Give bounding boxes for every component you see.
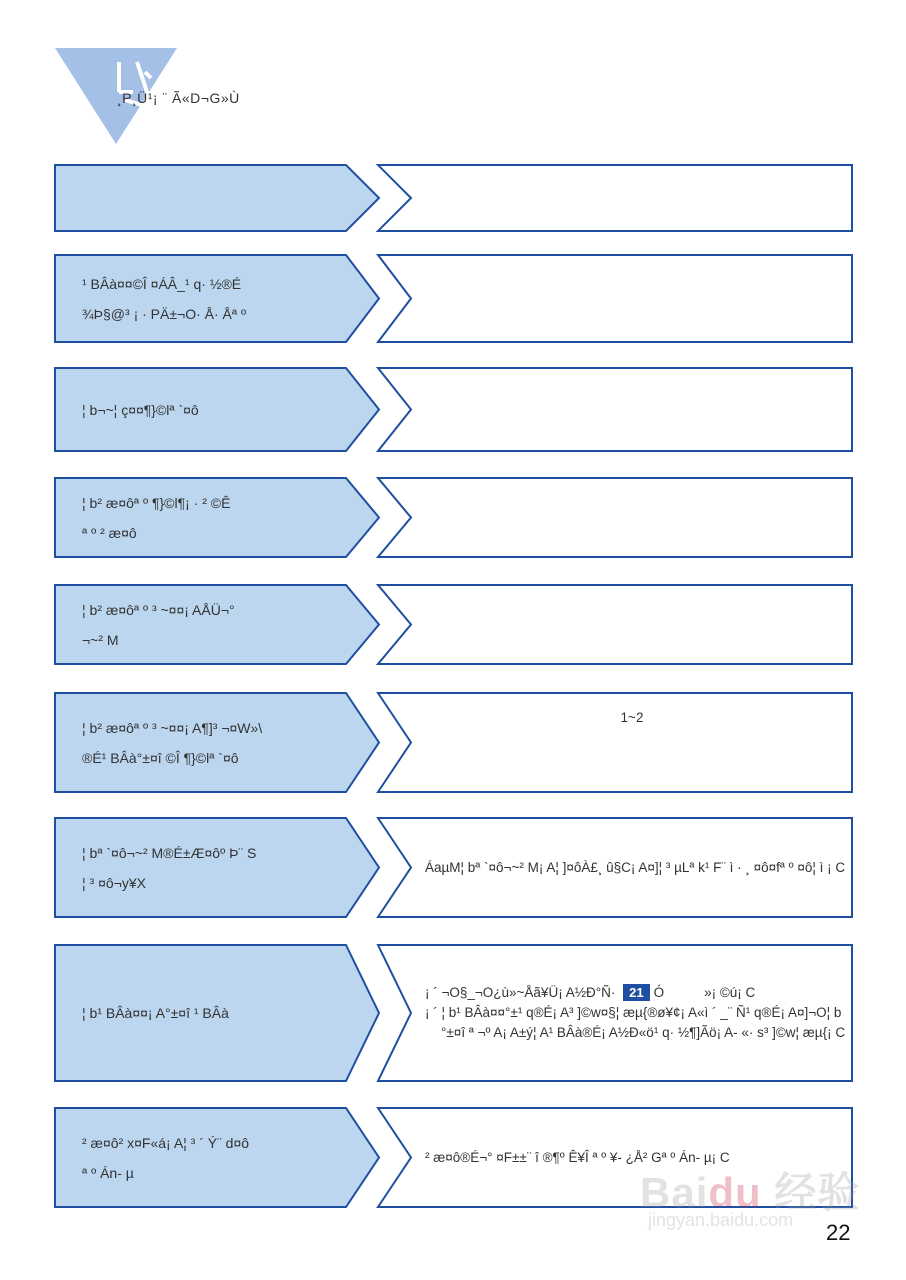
section-header (55, 48, 455, 148)
problem-text (82, 1107, 350, 1208)
problem-text (82, 254, 350, 343)
problem-text-line: ¾Þ§@³ ¡ · PÄ±¬O· Å· Åª º (82, 305, 247, 322)
solution-text (425, 944, 846, 1082)
problem-text-line: ¦ b¬~¦ ç¤¤¶}©lª `¤ô (82, 401, 199, 418)
problem-text (82, 584, 350, 665)
problem-label-box (54, 477, 380, 558)
problem-label-box (54, 164, 380, 232)
solution-text-part: »¡ ©ú¡ C (704, 985, 756, 1000)
qa-row (0, 477, 906, 558)
problem-text-line: ®É¹ BÂà°±¤î ©Î ¶}©lª `¤ô (82, 749, 239, 766)
problem-text (82, 692, 350, 793)
problem-text-line: ¦ b² æ¤ôª º ³ ~¤¤¡ A¶]³ ¬¤W»\ (82, 719, 263, 736)
problem-text-line: ¦ b¹ BÂà¤¤¡ A°±¤î ¹ BÂà (82, 1005, 229, 1021)
page-number: 22 (826, 1220, 851, 1245)
solution-box (377, 817, 853, 918)
solution-text (425, 584, 839, 665)
problem-label-box (54, 817, 380, 918)
problem-text (82, 367, 350, 452)
problem-text-line: ¹ BÂà¤¤©Î ¤ÁÂ_¹ q· ½®É (82, 275, 242, 292)
solution-text-line: ¡ ´ ¦ b¹ BÂà¤¤°±¹ q®É¡ A³ ]©w¤§¦ æµ{®ø¥¢¡ A«ì ´ _¨ Ñ¹ q®É¡ A¤]¬O¦ b (425, 1005, 842, 1020)
qa-row (0, 944, 906, 1082)
solution-box (377, 944, 853, 1082)
solution-text-line: ÁaµM¦ bª `¤ô¬~² M¡ A¦ ]¤ôÀ£¸ û§C¡ A¤]¦ ³ µLª k¹ F¨ ì · ¸ ¤ô¤fª º ¤ô¦ ì ¡ C (425, 859, 846, 875)
problem-label-box (54, 1107, 380, 1208)
solution-box (377, 584, 853, 665)
solution-text (425, 367, 839, 452)
problem-text-line: ¦ b² æ¤ôª º ³ ~¤¤¡ AÅÜ¬° (82, 601, 235, 618)
watermark-url: jingyan.baidu.com (648, 1210, 794, 1230)
qa-row (0, 584, 906, 665)
solution-text (425, 477, 839, 558)
problem-text (82, 164, 350, 232)
qa-row (0, 367, 906, 452)
qa-row (0, 164, 906, 232)
problem-text-line: ¦ b² æ¤ôª º ¶}©l¶¡ · ² ©Ê (82, 494, 231, 511)
page-reference-badge: 21 (623, 984, 649, 1001)
solution-text-part: Ó (653, 985, 665, 1000)
problem-text (82, 477, 350, 558)
problem-label-box (54, 584, 380, 665)
qa-row (0, 817, 906, 918)
solution-box (377, 367, 853, 452)
section-title: ¸P¸Ü¹¡ ¨ Ã«D¬G»Ù (117, 90, 240, 106)
problem-label-box (54, 367, 380, 452)
watermark-logo: Baidu 经验 (640, 1169, 861, 1216)
solution-box (377, 164, 853, 232)
solution-text-line: °±¤î ª ¬º A¡ A±ý¦ A¹ BÂà®É¡ A½Ð«ö¹ q· ½¶]Ãö¡ A- «· s³ ]©w¦ æµ{¡ C (441, 1025, 846, 1040)
problem-label-box (54, 692, 380, 793)
problem-text (82, 817, 350, 918)
solution-text-part: ¡ ´ ¬O§_¬O¿ù»~Åã¥Ü¡ A½Ð°Ñ· (425, 985, 620, 1000)
qa-row (0, 692, 906, 793)
problem-label-box (54, 254, 380, 343)
solution-text (425, 164, 839, 232)
solution-box (377, 254, 853, 343)
solution-text (425, 692, 839, 809)
solution-text (425, 254, 839, 343)
problem-text (82, 944, 350, 1082)
problem-text-line: ª º Án- µ (82, 1164, 134, 1181)
solution-text-line: 1~2 (620, 710, 644, 725)
solution-text (425, 817, 846, 918)
problem-text-line: ² æ¤ô² x¤F«á¡ A¦ ³ ´ Ý¨ d¤ô (82, 1134, 250, 1151)
problem-text-line: ¦ bª `¤ô¬~² M®É±Æ¤ôº Þ¨ S (82, 844, 257, 861)
problem-label-box (54, 944, 380, 1082)
problem-text-line: ª º ² æ¤ô (82, 524, 137, 541)
solution-box (377, 477, 853, 558)
solution-box (377, 692, 853, 793)
problem-text-line: ¦ ³ ¤ô¬y¥X (82, 874, 146, 891)
problem-text-line: ¬~² M (82, 631, 119, 648)
solution-text-line: ² æ¤ô®É¬° ¤F±±¨ î ®¶º Ê¥Î ª º ¥- ¿Å² Gª º Án- µ¡ C (425, 1149, 730, 1165)
qa-row (0, 254, 906, 343)
solution-text-line (425, 983, 839, 1003)
